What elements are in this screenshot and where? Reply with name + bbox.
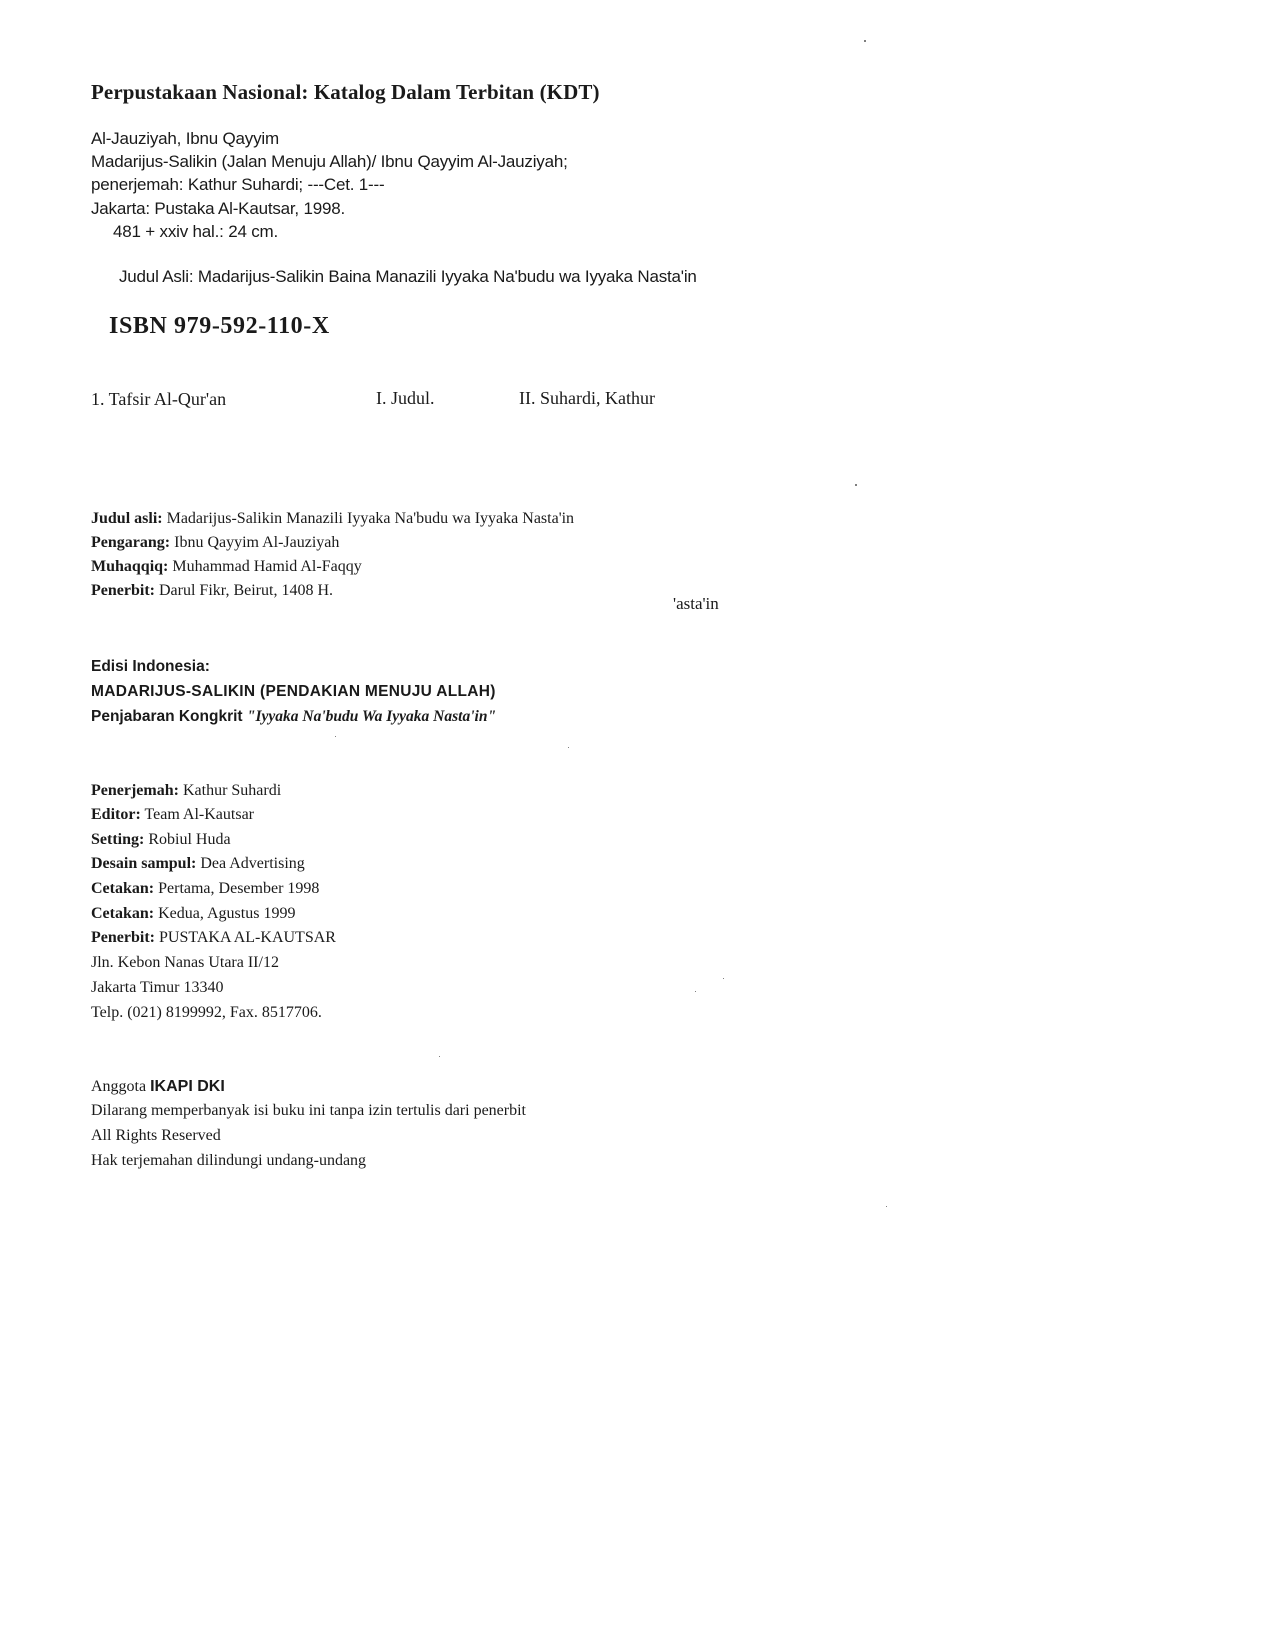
credit-address-1: Jln. Kebon Nanas Utara II/12	[91, 954, 279, 971]
rights-line-2: All Rights Reserved	[91, 1127, 221, 1144]
edisi-subtitle-italic: "Iyyaka Na'budu Wa Iyyaka Nasta'in"	[246, 708, 497, 725]
kdt-heading: Perpustakaan Nasional: Katalog Dalam Terbitan (KDT)	[91, 80, 600, 104]
credit-desain-label: Desain sampul:	[91, 855, 197, 872]
original-pengarang-label: Pengarang:	[91, 534, 171, 551]
kdt-publication-line: Jakarta: Pustaka Al-Kautsar, 1998.	[91, 199, 346, 218]
credit-penerjemah	[91, 782, 281, 800]
scan-speck	[568, 747, 569, 748]
edisi-title: MADARIJUS-SALIKIN (PENDAKIAN MENUJU ALLAH)	[91, 683, 496, 700]
credit-penerjemah-label: Penerjemah:	[91, 782, 179, 799]
scan-speck	[723, 978, 724, 979]
credit-cetakan-1-value: Pertama, Desember 1998	[158, 880, 320, 897]
subject-2: I. Judul.	[376, 388, 435, 408]
credit-penerjemah-value: Kathur Suhardi	[182, 782, 282, 799]
subject-1: 1. Tafsir Al-Qur'an	[91, 389, 227, 409]
credit-penerbit-value: PUSTAKA AL-KAUTSAR	[158, 929, 336, 946]
credit-cetakan-2	[91, 905, 295, 923]
original-judul-value: Madarijus-Salikin Manazili Iyyaka Na'budu wa Iyyaka Nasta'in	[166, 510, 575, 527]
scan-speck	[695, 991, 696, 992]
credit-cetakan-1	[91, 880, 319, 898]
scan-speck	[886, 1206, 887, 1207]
edisi-label: Edisi Indonesia:	[91, 658, 210, 675]
kdt-author: Al-Jauziyah, Ibnu Qayyim	[91, 129, 279, 148]
credit-cetakan-2-value: Kedua, Agustus 1999	[158, 905, 296, 922]
original-judul-label: Judul asli:	[91, 510, 163, 527]
original-penerbit	[91, 582, 333, 600]
credit-editor-label: Editor:	[91, 806, 141, 823]
scan-speck	[864, 40, 866, 42]
scan-speck	[439, 1056, 440, 1057]
credit-setting-label: Setting:	[91, 831, 145, 848]
stray-text-fragment: 'asta'in	[673, 594, 719, 613]
original-judul	[91, 510, 574, 528]
credit-desain	[91, 855, 305, 873]
edisi-subtitle-prefix: Penjabaran Kongkrit	[91, 708, 243, 725]
kdt-original-title: Judul Asli: Madarijus-Salikin Baina Manazili Iyyaka Na'budu wa Iyyaka Nasta'in	[119, 267, 697, 286]
subject-3: II. Suhardi, Kathur	[519, 388, 655, 408]
credit-setting	[91, 831, 231, 849]
scan-speck	[855, 484, 857, 486]
original-muhaqqiq	[91, 558, 362, 576]
credit-editor	[91, 806, 254, 824]
credit-cetakan-1-label: Cetakan:	[91, 880, 155, 897]
original-pengarang	[91, 534, 339, 552]
credit-setting-value: Robiul Huda	[148, 831, 231, 848]
edisi-subtitle	[91, 708, 496, 726]
kdt-translator-line: penerjemah: Kathur Suhardi; ---Cet. 1---	[91, 175, 385, 194]
kdt-title-line: Madarijus-Salikin (Jalan Menuju Allah)/ Ibnu Qayyim Al-Jauziyah;	[91, 152, 568, 171]
rights-anggota-prefix: Anggota	[91, 1078, 147, 1095]
original-pengarang-value: Ibnu Qayyim Al-Jauziyah	[174, 534, 340, 551]
isbn: ISBN 979-592-110-X	[109, 313, 330, 339]
original-muhaqqiq-label: Muhaqqiq:	[91, 558, 169, 575]
rights-line-3: Hak terjemahan dilindungi undang-undang	[91, 1152, 367, 1169]
original-penerbit-value: Darul Fikr, Beirut, 1408 H.	[158, 582, 333, 599]
credit-cetakan-2-label: Cetakan:	[91, 905, 155, 922]
scan-speck	[335, 736, 336, 737]
kdt-pages-line: 481 + xxiv hal.: 24 cm.	[113, 222, 279, 241]
credit-desain-value: Dea Advertising	[200, 855, 305, 872]
credit-phone: Telp. (021) 8199992, Fax. 8517706.	[91, 1004, 322, 1021]
original-muhaqqiq-value: Muhammad Hamid Al-Faqqy	[172, 558, 362, 575]
credit-editor-value: Team Al-Kautsar	[144, 806, 255, 823]
credit-address-2: Jakarta Timur 13340	[91, 979, 224, 996]
rights-anggota-bold: IKAPI DKI	[150, 1078, 225, 1095]
original-penerbit-label: Penerbit:	[91, 582, 155, 599]
credit-penerbit	[91, 929, 336, 947]
rights-line-1: Dilarang memperbanyak isi buku ini tanpa izin tertulis dari penerbit	[91, 1102, 526, 1119]
credit-penerbit-label: Penerbit:	[91, 929, 155, 946]
rights-anggota	[91, 1078, 225, 1096]
